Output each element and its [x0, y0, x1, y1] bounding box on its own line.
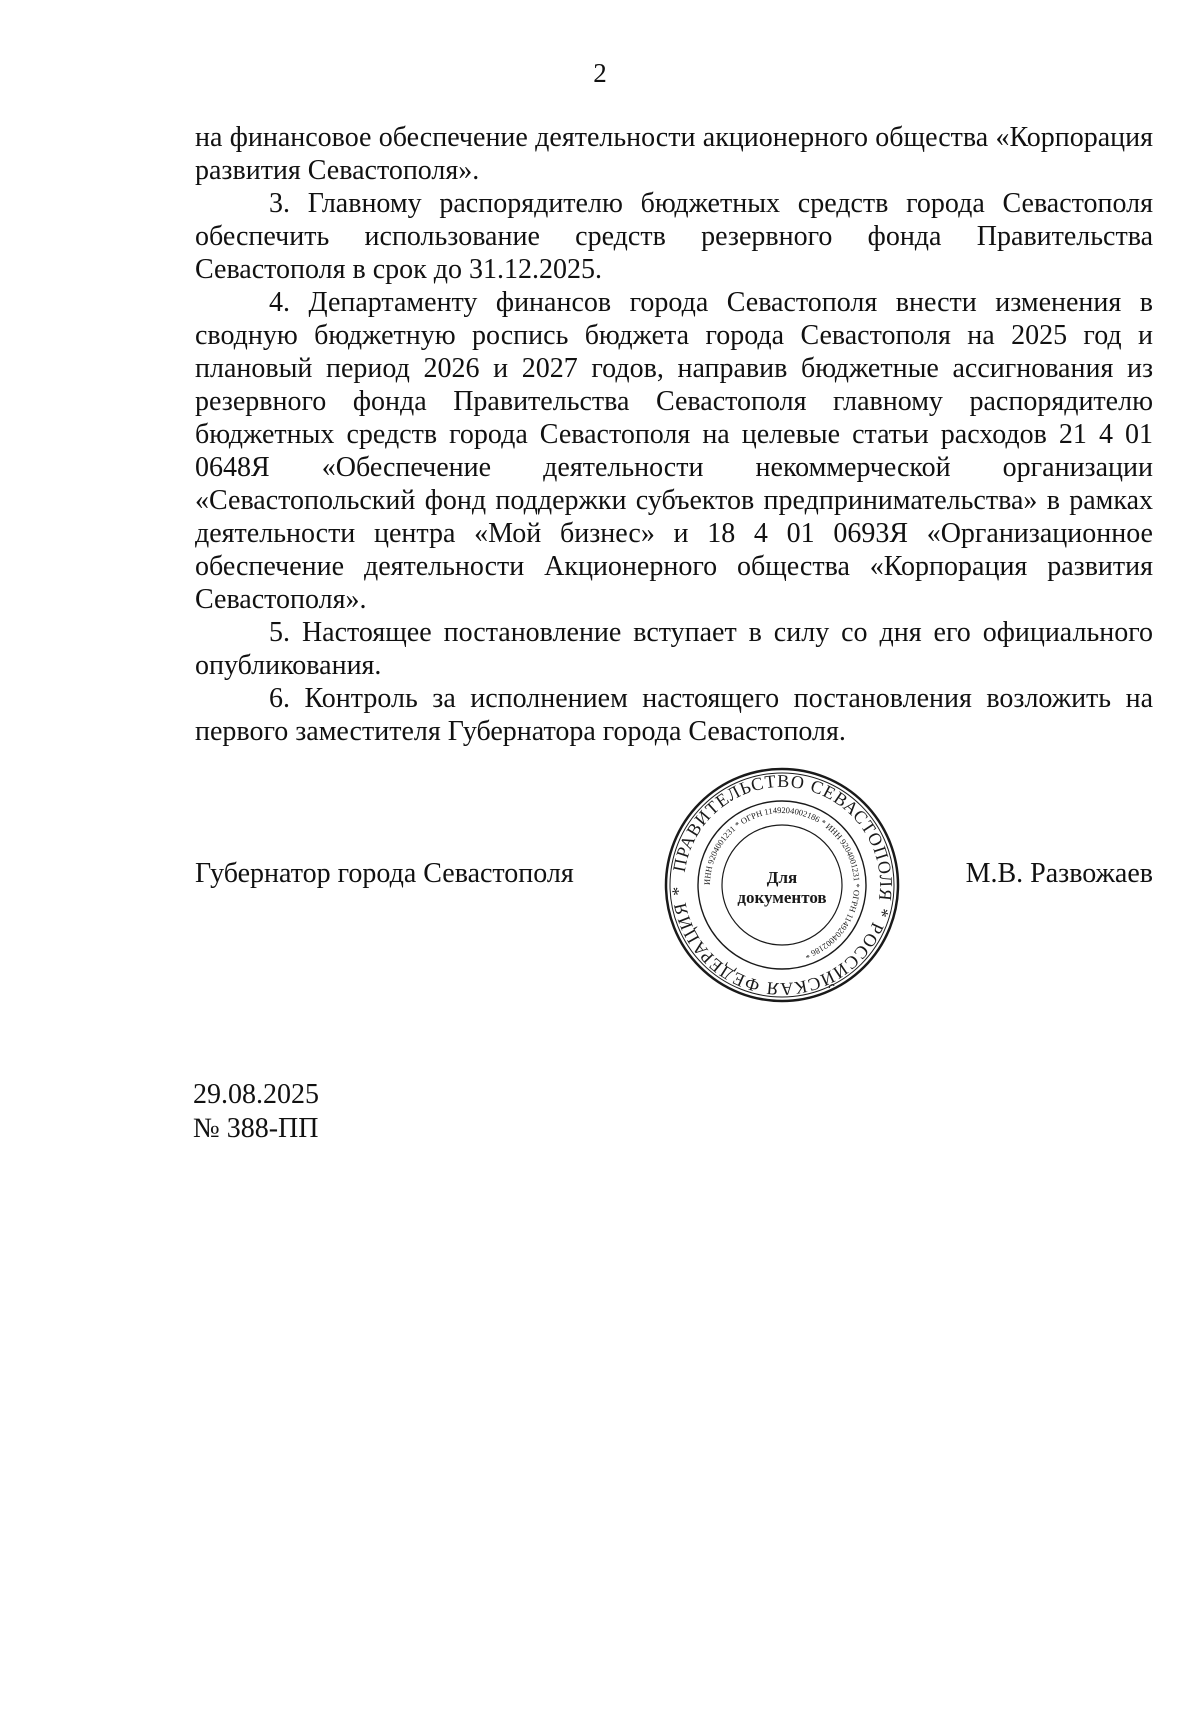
seal-inner-text: ИНН 9204001231 * ОГРН 1149204002186 * ИНН 9204001231 * ОГРН 1149204002186 *: [701, 804, 863, 961]
document-footer: [193, 1078, 319, 1146]
page-number: 2: [593, 58, 607, 88]
seal-center-line2: документов: [737, 888, 827, 907]
document-number: № 388-ПП: [193, 1113, 319, 1144]
paragraph-item-4: 4. Департаменту финансов города Севастополя внести изменения в сводную бюджетную роспись бюджета города Севастополя на 2025 год и плановый период 2026 и 2027 годов, направив бюджетные ассигнования из резервного фонда Правительства Севастополя главному распорядителю бюджетных средств города Севастополя на целевые статьи расходов 21 4 01 0648Я «Обеспечение деятельности некоммерческой организации «Севастопольский фонд поддержки субъектов предпринимательства» в рамках деятельности центра «Мой бизнес» и 18 4 01 0693Я «Организационное обеспечение деятельности Акционерного общества «Корпорация развития Севастополя».: [195, 287, 1153, 615]
paragraph-continuation: на финансовое обеспечение деятельности акционерного общества «Корпорация развития Севастополя».: [195, 122, 1153, 186]
seal-center-line1: Для: [766, 868, 798, 887]
document-body: [195, 121, 1153, 748]
signatory-title: Губернатор города Севастополя: [195, 858, 574, 889]
paragraph-item-5: 5. Настоящее постановление вступает в силу со дня его официального опубликования.: [195, 617, 1153, 681]
official-seal: [662, 765, 902, 1005]
paragraph-item-3: 3. Главному распорядителю бюджетных средств города Севастополя обеспечить использование средств резервного фонда Правительства Севастополя в срок до 31.12.2025.: [195, 188, 1153, 285]
seal-outer-text: ПРАВИТЕЛЬСТВО СЕВАСТОПОЛЯ * РОССИЙСКАЯ ФЕДЕРАЦИЯ *: [667, 770, 897, 1000]
seal-graphic: [662, 765, 902, 1005]
signatory-name: М.В. Развожаев: [965, 858, 1153, 889]
document-date: 29.08.2025: [193, 1079, 319, 1110]
paragraph-item-6: 6. Контроль за исполнением настоящего постановления возложить на первого заместителя Губернатора города Севастополя.: [195, 683, 1153, 747]
